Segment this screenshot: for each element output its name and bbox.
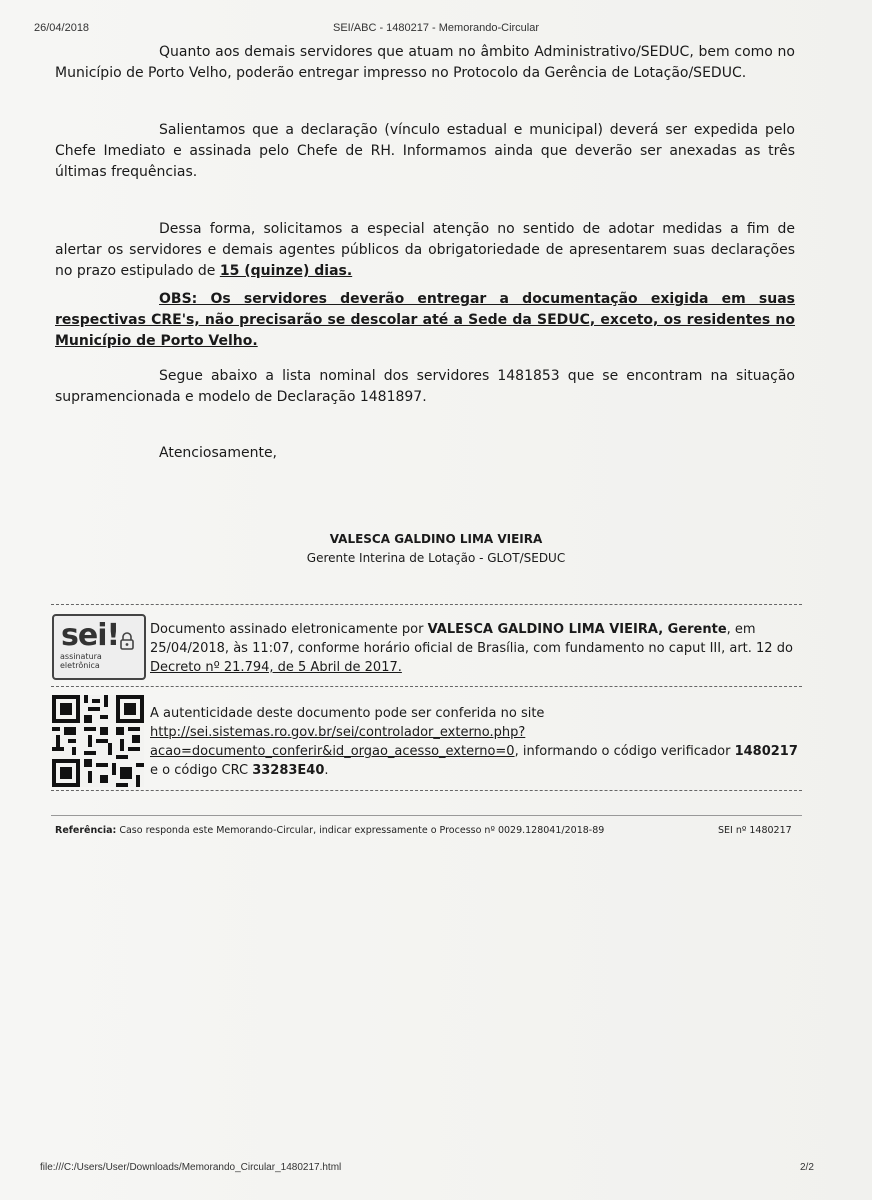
signer-role: , Gerente <box>658 622 727 637</box>
auth-intro: A autenticidade deste documento pode ser conferida no site <box>150 706 545 721</box>
qr-code-icon <box>52 695 144 787</box>
signature-text-before: Documento assinado eletronicamente por <box>150 622 428 637</box>
auth-end: . <box>324 763 329 778</box>
obs-paragraph <box>55 289 795 352</box>
closing <box>55 443 795 464</box>
signature-statement <box>150 620 800 677</box>
paragraph-1-text: Quanto aos demais servidores que atuam no âmbito Administrativo/SEDUC, bem como no Município de Porto Velho, poderão entregar impresso no Protocolo da Gerência de Lotação/SEDUC. <box>55 44 795 81</box>
authenticity-statement <box>150 704 800 780</box>
paragraph-3-start: Dessa forma, solicitamos a especial atenção no sentido de adotar medidas a fim de alertar os servidores e demais agentes públicos da obrigatoriedade de apresentarem suas declarações no prazo estipulado de <box>55 221 795 279</box>
sei-logo-sub2: eletrônica <box>60 661 100 670</box>
signatory-name: VALESCA GALDINO LIMA VIEIRA <box>329 532 543 546</box>
lock-icon <box>118 632 136 650</box>
sei-logo-sub1: assinatura <box>60 652 102 661</box>
sei-logo-text: sei! <box>61 618 120 653</box>
paragraph-4-text: Segue abaixo a lista nominal dos servidores 1481853 que se encontram na situação supramencionada e modelo de Declaração 1481897. <box>55 368 795 405</box>
verifier-code: 1480217 <box>734 744 798 759</box>
divider <box>51 686 802 687</box>
sei-logo-subtitle <box>60 652 102 670</box>
signature-text-after: , em 25/04/2018, às 11:07, conforme horário oficial de Brasília, com fundamento no caput III, art. 12 do <box>150 622 793 656</box>
reference-divider <box>51 815 802 816</box>
paragraph-3 <box>55 219 795 282</box>
signatory-role: Gerente Interina de Lotação - GLOT/SEDUC <box>306 551 566 565</box>
divider <box>51 604 802 605</box>
print-file-path: file:///C:/Users/User/Downloads/Memorando_Circular_1480217.html <box>40 1162 342 1173</box>
paragraph-1 <box>55 42 795 84</box>
crc-code: 33283E40 <box>252 763 325 778</box>
print-date: 26/04/2018 <box>34 22 90 34</box>
decree-link[interactable]: Decreto nº 21.794, de 5 Abril de 2017. <box>150 660 402 675</box>
paragraph-3-text <box>55 219 795 282</box>
print-page-number: 2/2 <box>800 1162 814 1173</box>
reference-label: Referência: <box>55 825 117 836</box>
closing-text: Atenciosamente, <box>159 445 278 461</box>
auth-url-line1[interactable]: http://sei.sistemas.ro.gov.br/sei/controlador_externo.php? <box>150 725 526 740</box>
sei-signature-logo <box>52 614 146 680</box>
divider <box>51 790 802 791</box>
print-title: SEI/ABC - 1480217 - Memorando-Circular <box>332 22 540 34</box>
paragraph-2 <box>55 120 795 183</box>
auth-url-line2[interactable]: acao=documento_conferir&id_orgao_acesso_externo=0 <box>150 744 515 759</box>
paragraph-2-text: Salientamos que a declaração (vínculo estadual e municipal) deverá ser expedida pelo Chefe Imediato e assinada pelo Chefe de RH. Informamos ainda que deverão ser anexadas as três últimas frequências. <box>55 122 795 180</box>
obs-text: OBS: Os servidores deverão entregar a documentação exigida em suas respectivas CRE's, não precisarão se descolar até a Sede da SEDUC, exceto, os residentes no Município de Porto Velho. <box>55 291 795 349</box>
deadline-text: 15 (quinze) dias. <box>219 263 353 279</box>
sei-number: SEI nº 1480217 <box>718 825 792 836</box>
signer-name: VALESCA GALDINO LIMA VIEIRA <box>427 622 659 637</box>
auth-crc-label: e o código CRC <box>150 763 253 778</box>
auth-mid: , informando o código verificador <box>514 744 735 759</box>
reference-text: Caso responda este Memorando-Circular, indicar expressamente o Processo nº 0029.128041/2018-89 <box>116 825 605 836</box>
paragraph-4 <box>55 366 795 408</box>
reference-note <box>55 825 604 836</box>
